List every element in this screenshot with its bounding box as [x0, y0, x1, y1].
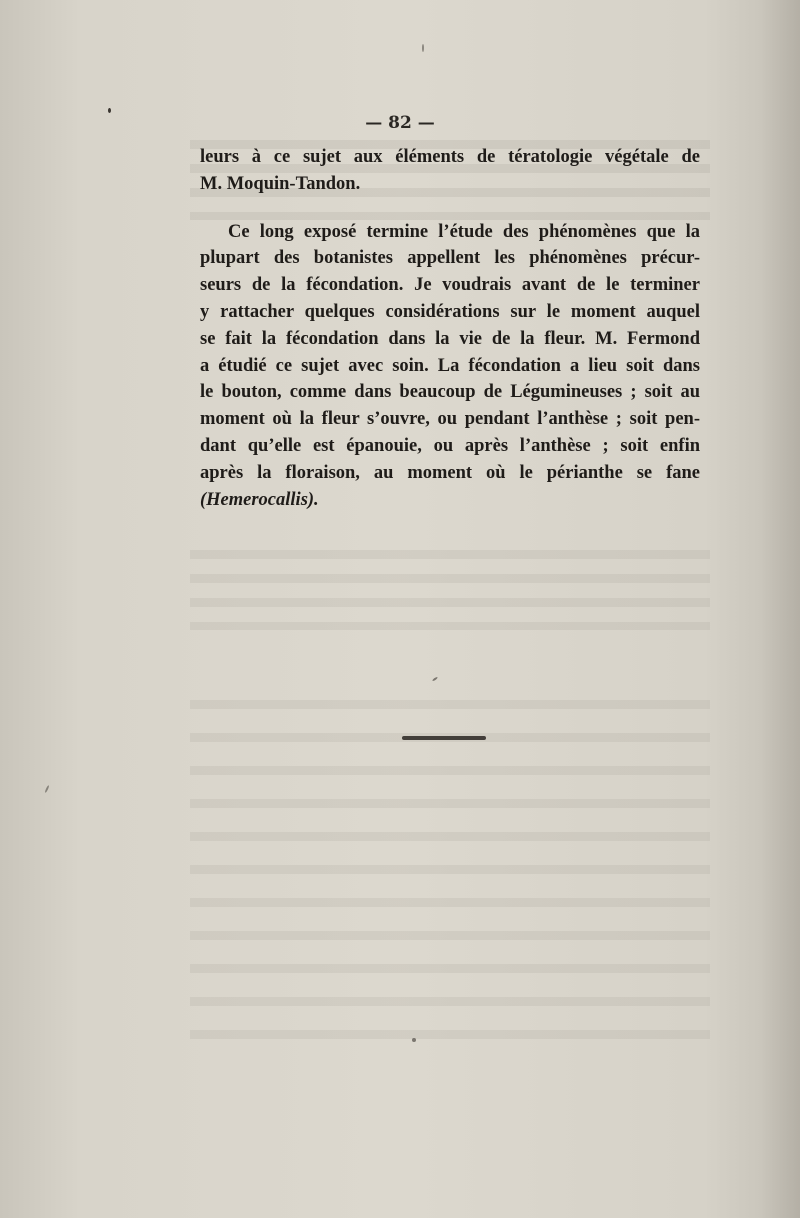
text-line: après la floraison, au moment où le périanthe se fane: [200, 462, 700, 483]
text-line: dant qu’elle est épanouie, ou après l’anthèse ; soit enfin: [200, 435, 700, 456]
text-line: a étudié ce sujet avec soin. La fécondation a lieu soit dans: [200, 355, 700, 376]
text-line: leurs à ce sujet aux éléments de tératologie végétale de: [200, 147, 700, 167]
paper-speck: [412, 1038, 416, 1042]
paper-speck: [44, 785, 49, 793]
paper-speck: [422, 44, 424, 52]
paragraph: [200, 144, 700, 198]
text-line: Ce long exposé termine l’étude des phénomènes que la: [228, 221, 700, 242]
paragraph: [200, 219, 700, 514]
bleed-through-texture: [190, 550, 710, 630]
paper-speck: [108, 108, 111, 113]
text-line: (Hemerocallis).: [200, 489, 319, 510]
text-line: seurs de la fécondation. Je voudrais avant de le terminer: [200, 275, 700, 296]
paper-speck: [432, 676, 438, 681]
text-line: plupart des botanistes appellent les phénomènes précur-: [200, 248, 700, 269]
page-edge-shadow: [760, 0, 800, 1218]
text-line: y rattacher quelques considérations sur le moment auquel: [200, 301, 700, 322]
text-line: se fait la fécondation dans la vie de la fleur. M. Fermond: [200, 328, 700, 349]
text-line: moment où la fleur s’ouvre, ou pendant l’anthèse ; soit pen-: [200, 409, 700, 430]
text-line: M. Moquin-Tandon.: [200, 173, 361, 194]
section-divider-rule: [402, 736, 486, 740]
bleed-through-texture: [190, 700, 710, 1040]
text-line: le bouton, comme dans beaucoup de Légumineuses ; soit au: [200, 382, 700, 403]
page-number: — 82 —: [365, 113, 435, 133]
text-line-italic: [200, 487, 700, 514]
body-text: [200, 144, 700, 513]
